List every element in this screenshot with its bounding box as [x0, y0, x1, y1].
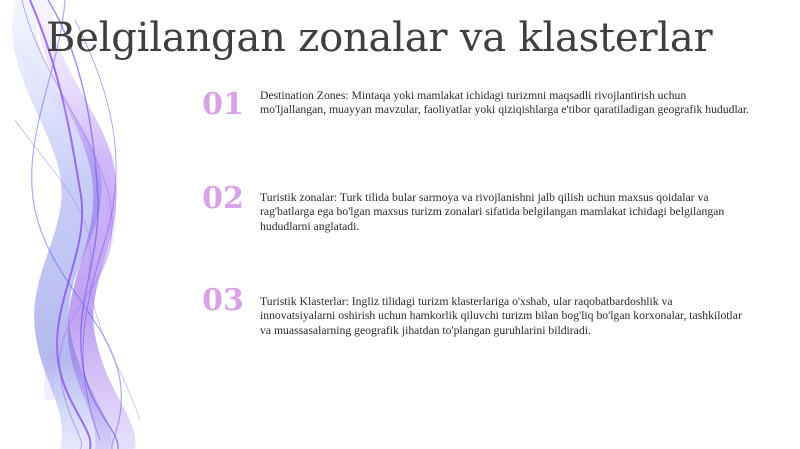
item-number: 02 — [202, 181, 244, 216]
slide-title: Belgilangan zonalar va klasterlar — [46, 15, 713, 61]
item-number: 03 — [202, 283, 244, 318]
item-text: Turistik zonalar: Turk tilida bular sarmoya va rivojlanishni jalb qilish uchun maxsus qoidalar va rag'batlarga ega bo'lgan maxsus turizm zonalari sifatida belgilangan mamlakat ichidagi belgilangan hududlarni anglatadi. — [260, 191, 725, 233]
item-number: 01 — [202, 87, 244, 122]
item-text: Turistik Klasterlar: Ingliz tilidagi turizm klasterlariga o'xshab, ular raqobatbardoshlik va innovatsiyalarni oshirish uchun hamkorlik qiluvchi turizm bilan bog'liq bo'lgan korxonalar, tashkilotlar va muassasalarning geografik jihatdan to'plangan guruhlarini bildiradi. — [260, 295, 742, 337]
item-text: Destination Zones: Mintaqa yoki mamlakat ichidagi turizmni maqsadli rivojlantirish uchun mo'ljallangan, muayyan mavzular, faoliyatlar yoki qiziqishlarga e'tibor qaratiladigan geografik hududlar. — [260, 89, 750, 117]
decorative-ribbon-image — [0, 0, 200, 449]
